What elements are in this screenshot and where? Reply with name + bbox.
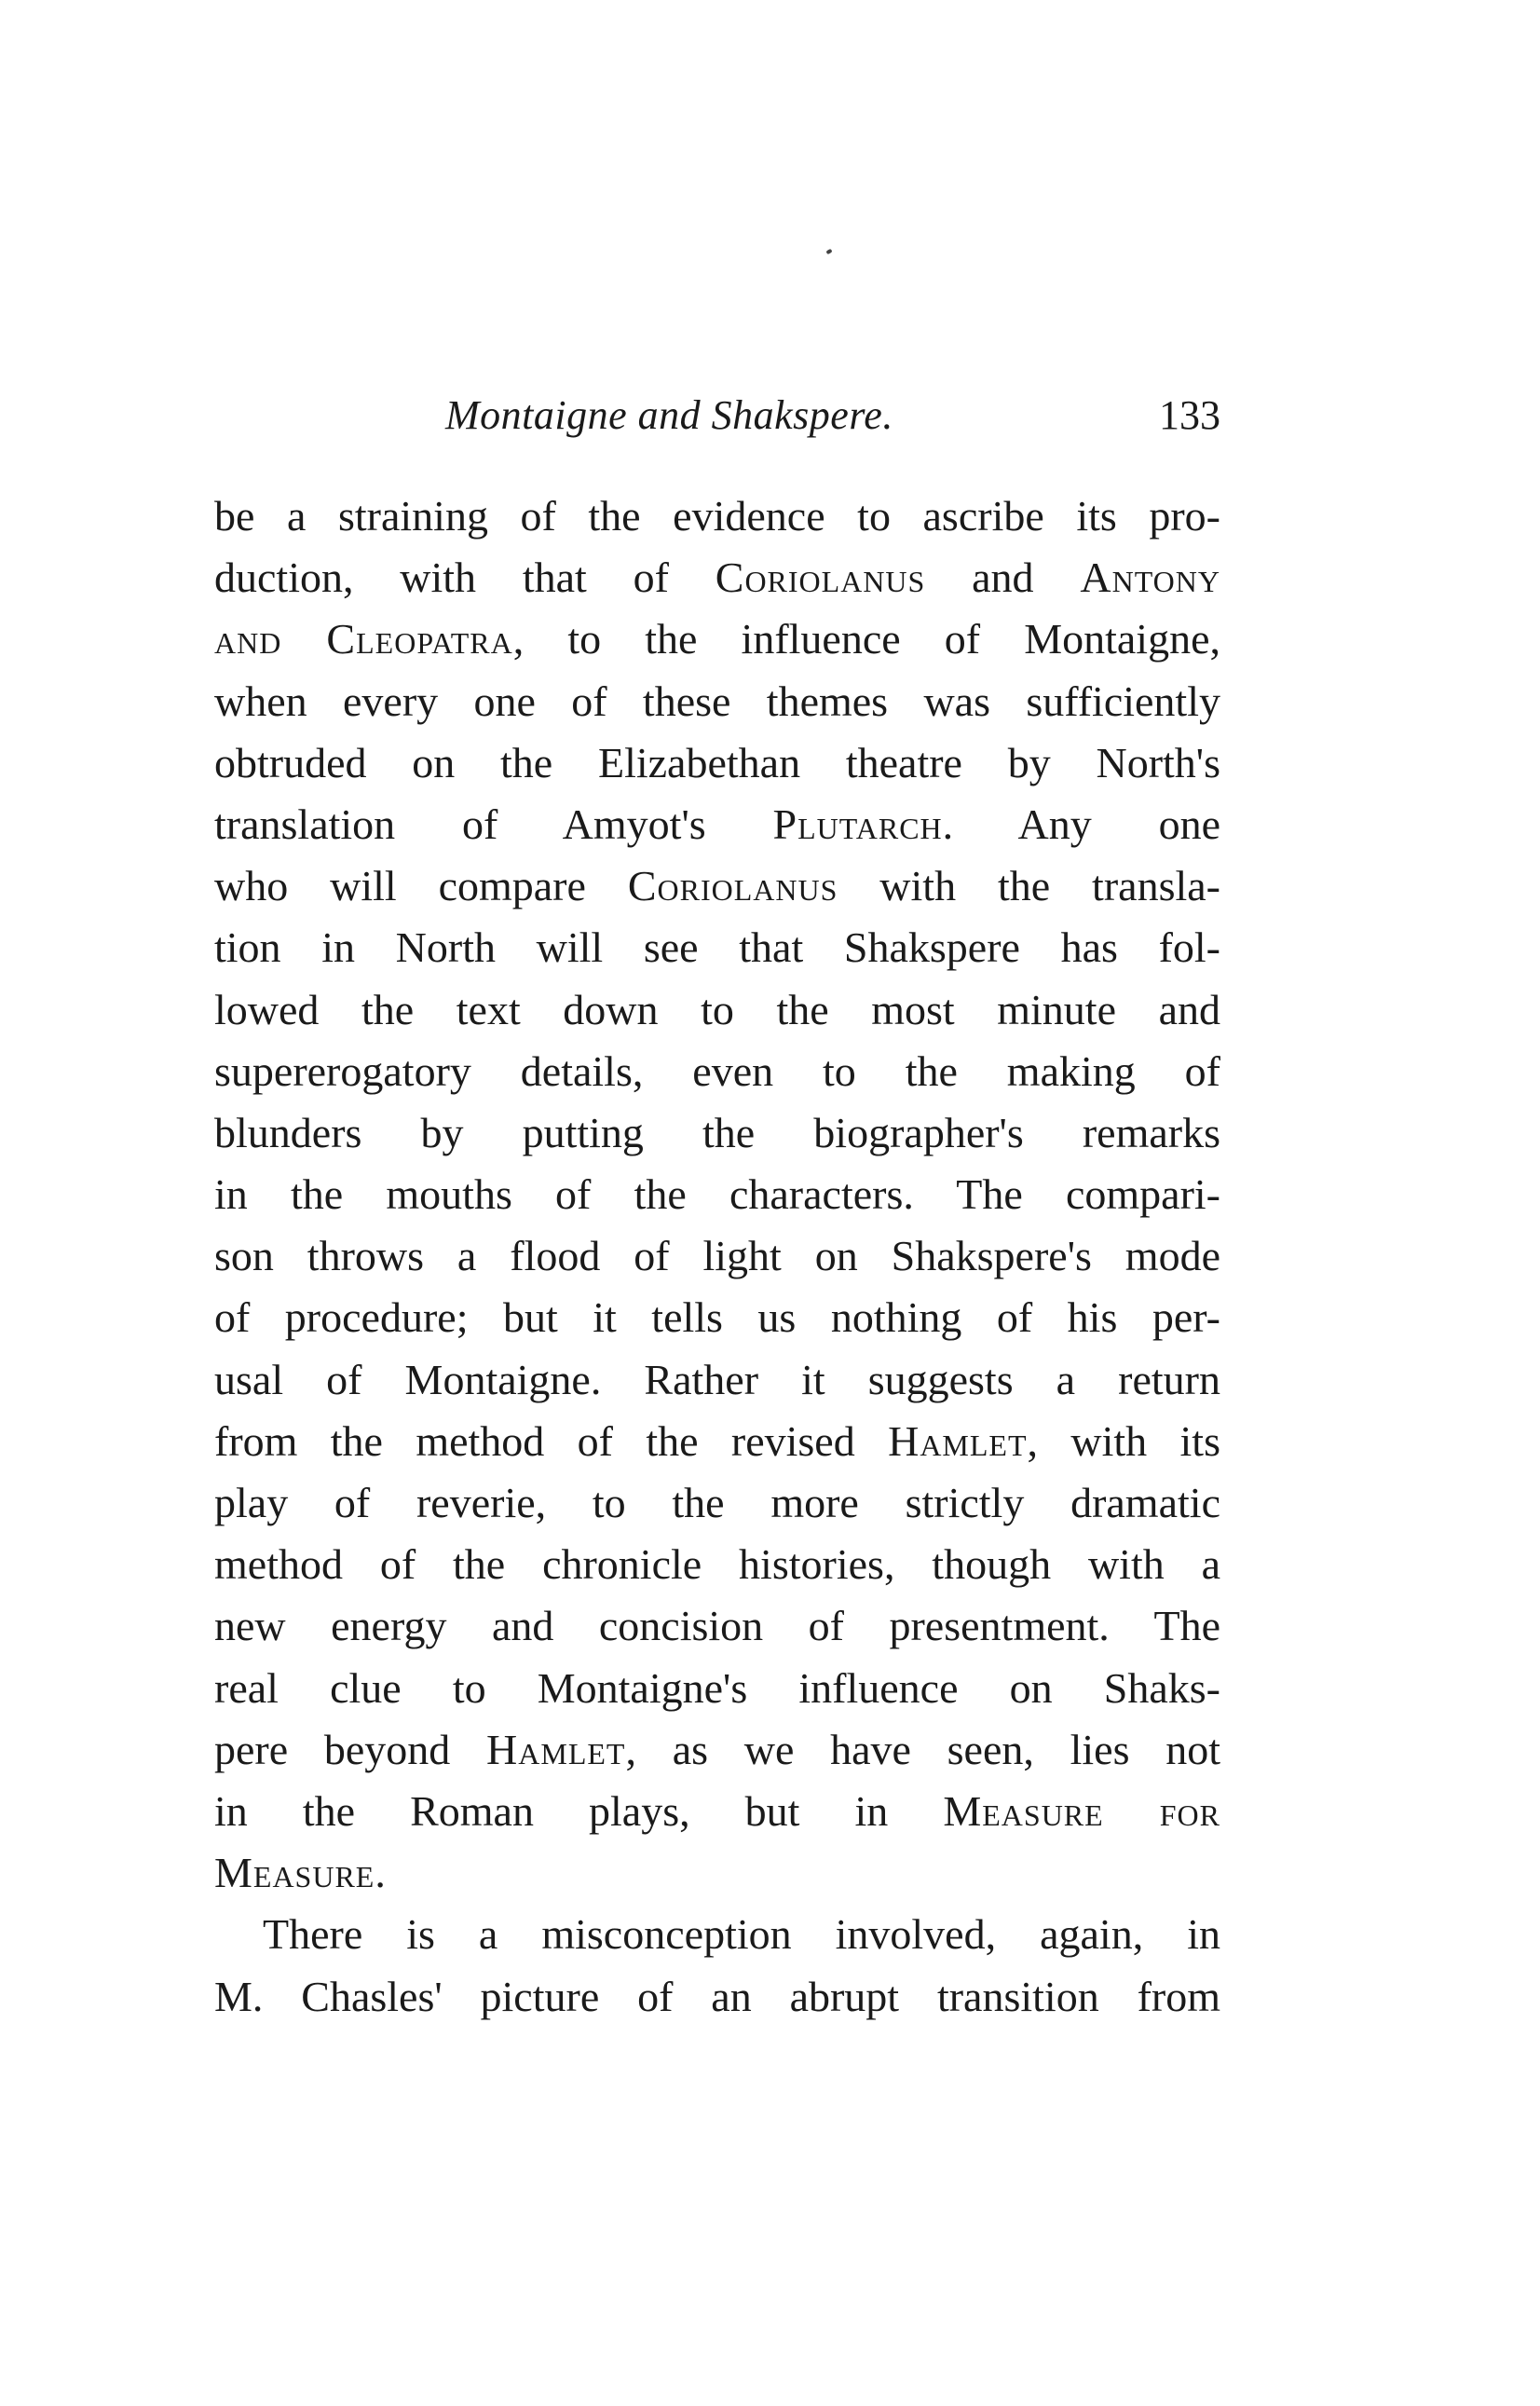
text-line	[214, 858, 1220, 920]
text-line	[214, 1907, 1220, 1968]
text-segment: from the method of the revised	[214, 1416, 889, 1465]
text-line	[214, 1845, 1220, 1907]
text-segment: M. Chasles' picture of an abrupt transition from	[214, 1972, 1220, 2020]
small-caps-title: Measure	[214, 1849, 375, 1897]
text-segment: translation of Amyot's	[214, 800, 773, 848]
text-line	[214, 488, 1220, 550]
text-segment: supererogatory details, even to the making of	[214, 1046, 1220, 1095]
small-caps-title: Coriolanus	[627, 862, 838, 910]
text-segment: play of reverie, to the more strictly dramatic	[214, 1479, 1220, 1526]
text-line	[214, 982, 1220, 1044]
text-segment: of procedure; but it tells us nothing of his per-	[214, 1293, 1220, 1342]
text-segment: blunders by putting the biographer's remarks	[214, 1108, 1220, 1156]
text-segment: with the transla-	[838, 862, 1220, 910]
small-caps-title: and Cleopatra	[214, 615, 513, 663]
text-line	[214, 735, 1220, 797]
text-segment: tion in North will see that Shakspere has fol-	[214, 923, 1220, 972]
text-segment: be a straining of the evidence to ascribe its pro-	[214, 492, 1220, 540]
text-line	[214, 1475, 1220, 1537]
ink-speck	[825, 249, 832, 254]
text-segment: .	[375, 1849, 386, 1897]
text-segment: lowed the text down to the most minute and	[214, 985, 1220, 1033]
small-caps-title: Measure for	[943, 1786, 1220, 1835]
text-segment: in the Roman plays, but in	[214, 1786, 944, 1835]
text-line	[214, 1414, 1220, 1475]
running-head	[214, 391, 1220, 447]
text-segment: method of the chronicle histories, though with a	[214, 1540, 1220, 1589]
small-caps-title: Hamlet	[486, 1725, 626, 1773]
text-segment: when every one of these themes was sufficiently	[214, 677, 1220, 725]
small-caps-title: Hamlet	[888, 1416, 1028, 1465]
text-line	[214, 611, 1220, 673]
text-segment: usal of Montaigne. Rather it suggests a return	[214, 1355, 1220, 1403]
text-segment: duction, with that of	[214, 554, 715, 602]
text-segment: and	[925, 554, 1081, 602]
text-line	[214, 1598, 1220, 1660]
text-segment: . Any one	[942, 800, 1220, 848]
text-segment: real clue to Montaigne's influence on Shaks-	[214, 1663, 1220, 1712]
text-line	[214, 1290, 1220, 1351]
text-segment: pere beyond	[214, 1725, 487, 1773]
running-title: Montaigne and Shakspere.	[445, 392, 893, 438]
text-line	[214, 1537, 1220, 1598]
text-line	[214, 674, 1220, 735]
text-segment: obtruded on the Elizabethan theatre by North's	[214, 738, 1220, 786]
text-segment: son throws a flood of light on Shakspere's mode	[214, 1232, 1220, 1280]
text-line	[214, 550, 1220, 611]
text-segment: new energy and concision of presentment. The	[214, 1602, 1220, 1650]
small-caps-title: Plutarch	[772, 800, 943, 848]
small-caps-title: Antony	[1080, 554, 1220, 602]
text-line	[214, 1044, 1220, 1105]
text-line	[214, 1167, 1220, 1228]
body-text	[214, 488, 1220, 2030]
text-segment: who will compare	[214, 862, 628, 910]
text-segment: There is a misconception involved, again, in	[263, 1910, 1220, 1959]
text-segment: , with its	[1027, 1416, 1220, 1465]
text-segment: , as we have seen, lies not	[625, 1725, 1220, 1773]
text-line	[214, 1352, 1220, 1414]
text-line	[214, 920, 1220, 981]
text-line	[214, 1661, 1220, 1722]
text-line	[214, 1784, 1220, 1845]
text-line	[214, 1105, 1220, 1167]
page-number: 133	[1159, 392, 1220, 438]
text-segment: in the mouths of the characters. The compari-	[214, 1170, 1220, 1219]
text-line	[214, 1969, 1220, 2030]
text-line	[214, 797, 1220, 858]
text-line	[214, 1722, 1220, 1784]
text-line	[214, 1228, 1220, 1290]
text-segment: , to the influence of Montaigne,	[512, 615, 1220, 663]
small-caps-title: Coriolanus	[715, 554, 926, 602]
